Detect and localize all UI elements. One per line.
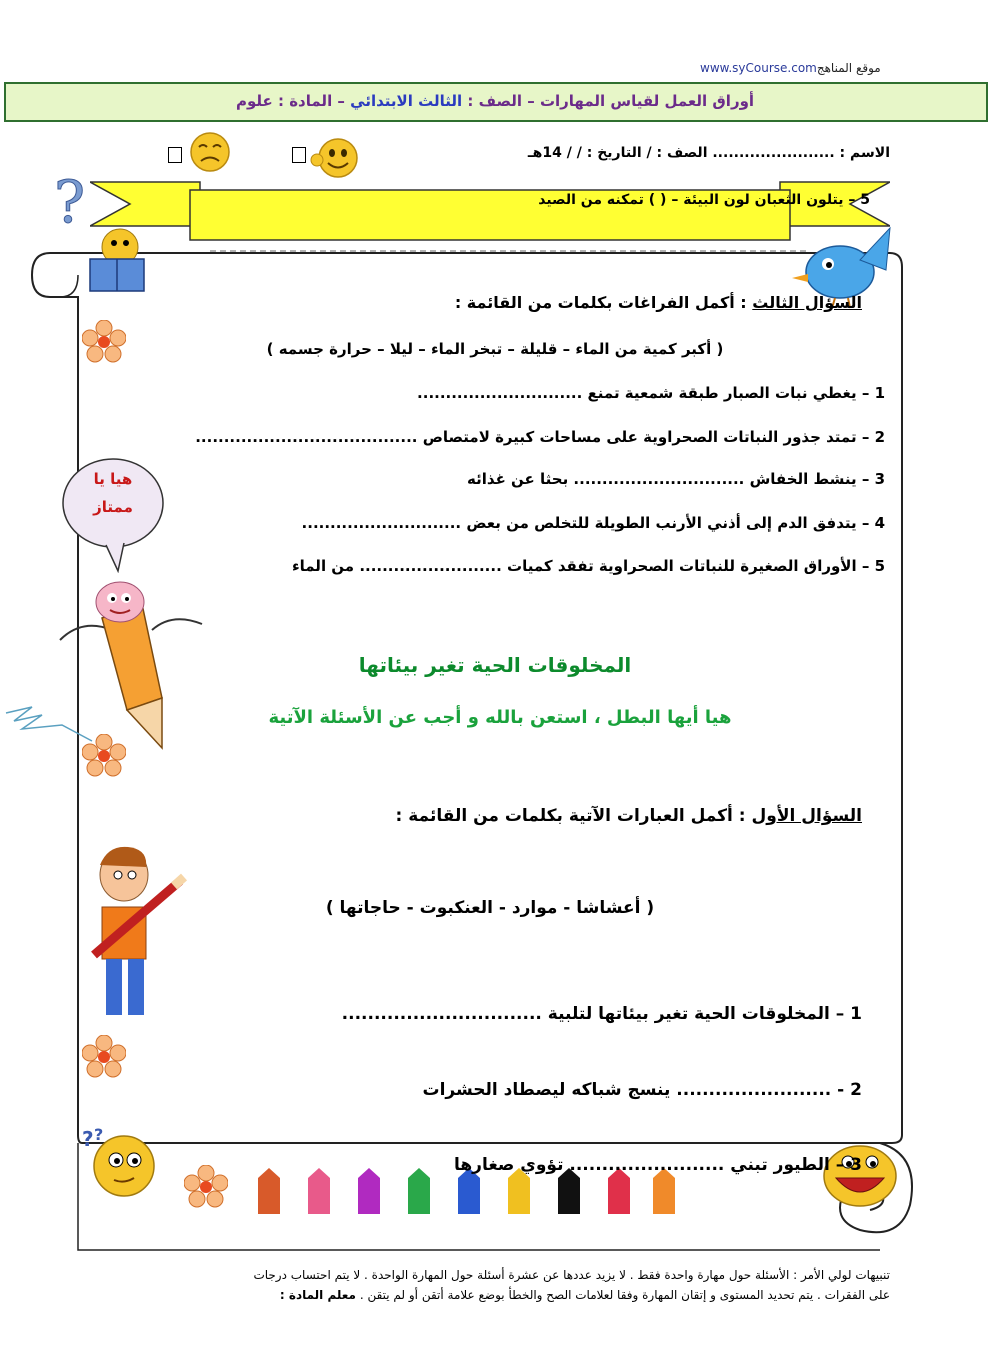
section3-item-2: 2 – تمتد جذور النباتات الصحراوية على مساحات كبيرة لامتصاص ....................................... <box>195 428 885 446</box>
header-separator: – المادة : <box>277 92 345 110</box>
header-grade: الثالث الابتدائي <box>350 92 463 110</box>
footer-teacher: معلم المادة : <box>279 1288 356 1302</box>
squiggle-line <box>2 703 102 748</box>
flower-icon <box>82 320 126 364</box>
question-mark-icon <box>52 170 86 230</box>
header-title-text: أوراق العمل لقياس المهارات – الصف : <box>467 92 755 110</box>
section1-heading-label: السؤال الأول <box>751 806 862 826</box>
section3-item-1: 1 – يغطي نبات الصبار طبقة شمعية تمنع ............................. <box>417 384 885 402</box>
section3-item-4: 4 – يتدفق الدم إلى أذني الأرنب الطويلة للتخلص من بعض ............................ <box>301 514 885 532</box>
speech-bubble-line-2: ممتاز <box>93 498 133 516</box>
flower-icon <box>82 1035 126 1079</box>
ribbon-banner <box>90 174 890 244</box>
site-url[interactable]: www.syCourse.com <box>700 61 817 75</box>
header-title <box>230 92 760 110</box>
flower-icon <box>184 1165 228 1209</box>
svg-text:?: ? <box>94 1125 104 1144</box>
reading-child-icon <box>82 225 152 297</box>
section3-heading <box>454 293 862 312</box>
ribbon-text: 5 – يتلون الثعبان لون البيئة – ( ) تمكنه من الصيد <box>538 192 870 208</box>
site-name: موقع المناهج <box>816 61 881 75</box>
section1-item-1: 1 – المخلوقات الحية تغير بيئاتها لتلبية ............................... <box>341 1004 862 1024</box>
footer-line-2: على الفقرات . يتم تحديد المستوى و إتقان المهارة وفقا لعلامات الصح والخطأ بوضع علامة أتقن أو لم يتقن . <box>359 1288 890 1302</box>
svg-text:?: ? <box>82 1127 94 1151</box>
section1-word-bank: ( أعشاشا - موارد - العنكبوت - حاجاتها ) <box>325 898 655 918</box>
svg-text:?: ? <box>54 170 86 230</box>
site-url-line <box>700 61 881 75</box>
section3-word-bank: ( أكبر كمية من الماء – قليلة – تبخر الماء – ليلا – حرارة جسمه ) <box>266 340 724 358</box>
section1-item-3: 3 – الطيور تبني ........................ تؤوي صغارها <box>453 1155 862 1175</box>
boy-with-pencil-icon <box>88 845 188 1025</box>
speech-bubble-line-1: هيا يا <box>93 470 133 488</box>
lesson-title: المخلوقات الحية تغير بيئاتها <box>358 653 632 677</box>
thinking-face-icon <box>80 1122 160 1202</box>
section1-heading <box>360 806 862 826</box>
header-subject: علوم <box>235 92 273 110</box>
sad-face-icon <box>187 130 233 174</box>
laughing-face-icon <box>820 1140 900 1210</box>
section3-heading-label: السؤال الثالث <box>752 293 862 312</box>
section3-item-3: 3 – ينشط الخفاش .............................. بحثا عن غذائه <box>467 470 885 488</box>
section1-heading-text: : أكمل العبارات الآتية بكلمات من القائمة : <box>395 806 746 826</box>
footer-line-1: تنبيهات لولي الأمر : الأسئلة حول مهارة واحدة فقط . لا يزيد عددها عن عشرة أسئلة حول المهارة الواحدة . لا يتم احتساب درجات <box>253 1268 890 1282</box>
crayons-decoration <box>258 1168 678 1216</box>
lesson-subtitle: هيا أيها البطل ، استعن بالله و أجب عن الأسئلة الآتية <box>268 707 732 728</box>
mastered-checkbox[interactable] <box>292 147 306 163</box>
not-mastered-checkbox[interactable] <box>168 147 182 163</box>
footer-line-2-wrap <box>130 1285 890 1305</box>
section3-heading-text: : أكمل الفراغات بكلمات من القائمة : <box>454 293 747 312</box>
section3-item-5: 5 – الأوراق الصغيرة للنباتات الصحراوية تفقد كميات ......................... من الماء <box>291 557 885 575</box>
footer-notes <box>130 1265 890 1305</box>
student-info-line: الاسم : ....................... الصف : / التاريخ : / / 14هـ <box>527 145 890 161</box>
section1-item-2: 2 - ........................ ينسج شباكه ليصطاد الحشرات <box>422 1080 862 1100</box>
